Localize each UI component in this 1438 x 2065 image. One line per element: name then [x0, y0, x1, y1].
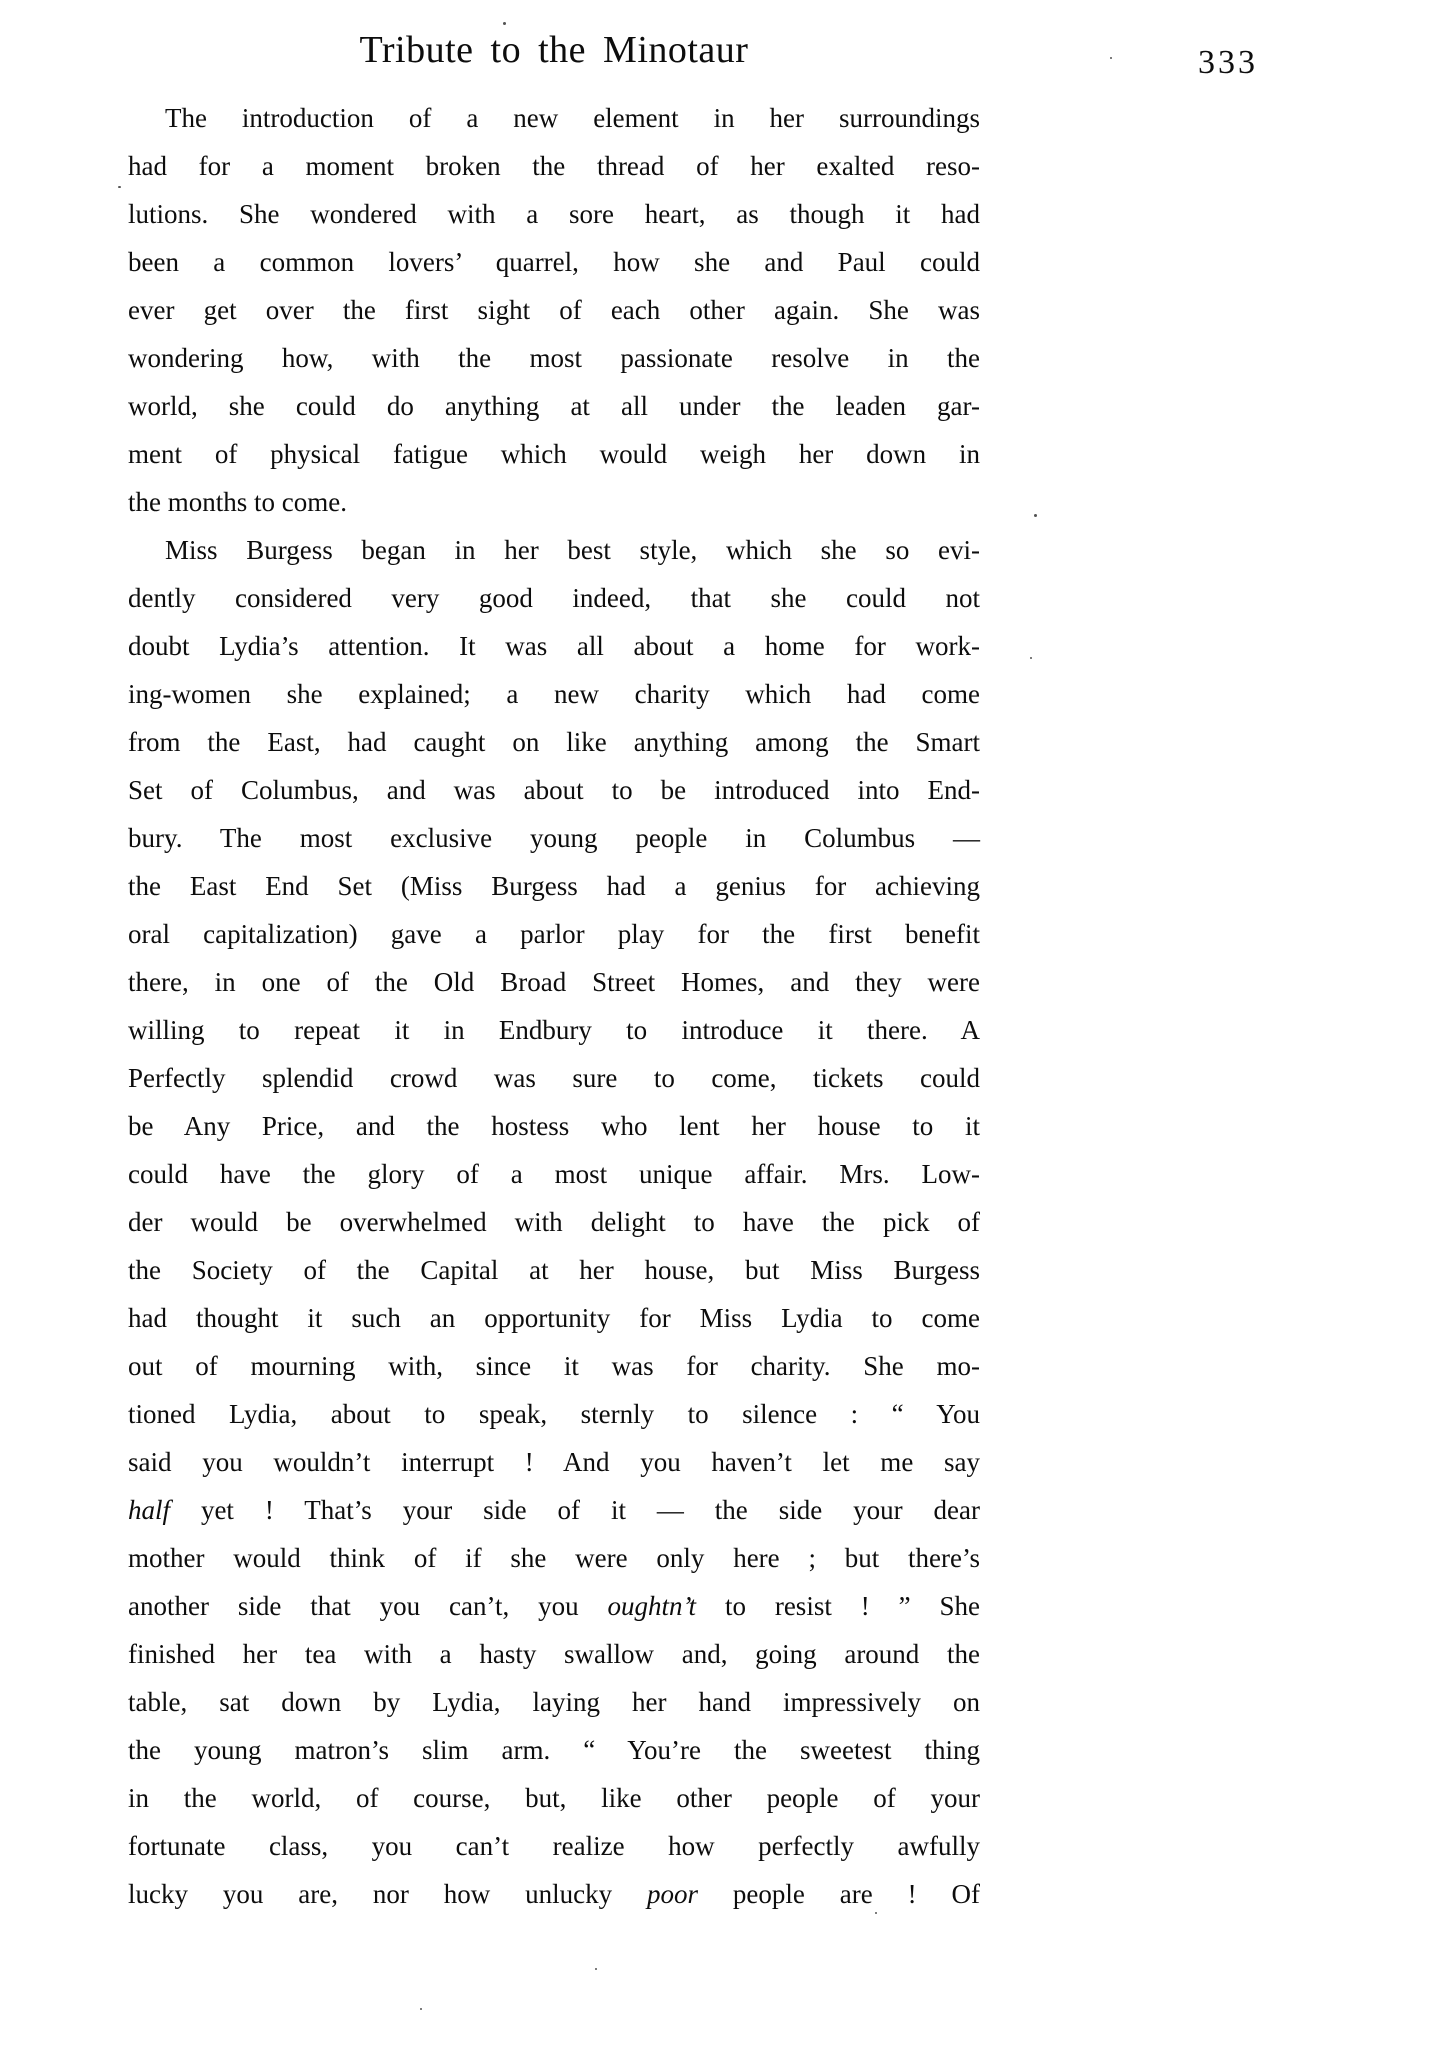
paragraph	[128, 94, 980, 526]
scan-speck	[875, 1912, 877, 1914]
text-line: table, sat down by Lydia, laying her hand impressively on	[128, 1687, 980, 1717]
text-line: wondering how, with the most passionate resolve in the	[128, 343, 980, 373]
text-line: Perfectly splendid crowd was sure to come, tickets could	[128, 1063, 980, 1093]
text-line: finished her tea with a hasty swallow and, going around the	[128, 1639, 980, 1669]
text-line: had for a moment broken the thread of her exalted reso-	[128, 151, 980, 181]
scan-speck	[503, 22, 506, 25]
text-line: dently considered very good indeed, that she could not	[128, 583, 980, 613]
text-line: world, she could do anything at all under the leaden gar-	[128, 391, 980, 421]
scan-speck	[118, 186, 121, 188]
text-line: doubt Lydia’s attention. It was all about a home for work-	[128, 631, 980, 661]
text-line: the young matron’s slim arm. “ You’re the sweetest thing	[128, 1735, 980, 1765]
page-title: Tribute to the Minotaur	[359, 29, 749, 71]
scan-speck	[420, 2008, 422, 2010]
scan-speck	[1034, 514, 1037, 517]
text-line: been a common lovers’ quarrel, how she and Paul could	[128, 247, 980, 277]
page-number: 333	[1198, 44, 1258, 81]
text-line: oral capitalization) gave a parlor play for the first benefit	[128, 919, 980, 949]
text-line: fortunate class, you can’t realize how perfectly awfully	[128, 1831, 980, 1861]
text-line: lutions. She wondered with a sore heart, as though it had	[128, 199, 980, 229]
text-line: ever get over the first sight of each other again. She was	[128, 295, 980, 325]
text-line: Miss Burgess began in her best style, which she so evi-	[165, 535, 980, 565]
text-line: ing-women she explained; a new charity which had come	[128, 679, 980, 709]
text-line: half yet ! That’s your side of it — the side your dear	[128, 1495, 980, 1525]
paragraph	[128, 526, 980, 1918]
scan-speck	[1030, 657, 1032, 659]
text-line: the East End Set (Miss Burgess had a genius for achieving	[128, 871, 980, 901]
scan-speck	[595, 1968, 597, 1970]
text-line: from the East, had caught on like anything among the Smart	[128, 727, 980, 757]
text-line: had thought it such an opportunity for Miss Lydia to come	[128, 1303, 980, 1333]
text-line: in the world, of course, but, like other people of your	[128, 1783, 980, 1813]
text-line: lucky you are, nor how unlucky poor people are ! Of	[128, 1879, 980, 1909]
text-line: mother would think of if she were only here ; but there’s	[128, 1543, 980, 1573]
text-line: bury. The most exclusive young people in Columbus —	[128, 823, 980, 853]
body-text	[128, 94, 980, 1918]
text-line: the months to come.	[128, 487, 347, 517]
text-line: could have the glory of a most unique affair. Mrs. Low-	[128, 1159, 980, 1189]
text-line: Set of Columbus, and was about to be introduced into End-	[128, 775, 980, 805]
text-line: willing to repeat it in Endbury to introduce it there. A	[128, 1015, 980, 1045]
text-line: tioned Lydia, about to speak, sternly to silence : “ You	[128, 1399, 980, 1429]
text-line: ment of physical fatigue which would weigh her down in	[128, 439, 980, 469]
text-line: out of mourning with, since it was for charity. She mo-	[128, 1351, 980, 1381]
text-line: another side that you can’t, you oughtn’t to resist ! ” She	[128, 1591, 980, 1621]
scan-speck	[1110, 57, 1112, 59]
text-line: said you wouldn’t interrupt ! And you haven’t let me say	[128, 1447, 980, 1477]
text-line: The introduction of a new element in her surroundings	[165, 103, 980, 133]
text-line: be Any Price, and the hostess who lent her house to it	[128, 1111, 980, 1141]
text-line: der would be overwhelmed with delight to have the pick of	[128, 1207, 980, 1237]
text-line: the Society of the Capital at her house, but Miss Burgess	[128, 1255, 980, 1285]
text-line: there, in one of the Old Broad Street Homes, and they were	[128, 967, 980, 997]
